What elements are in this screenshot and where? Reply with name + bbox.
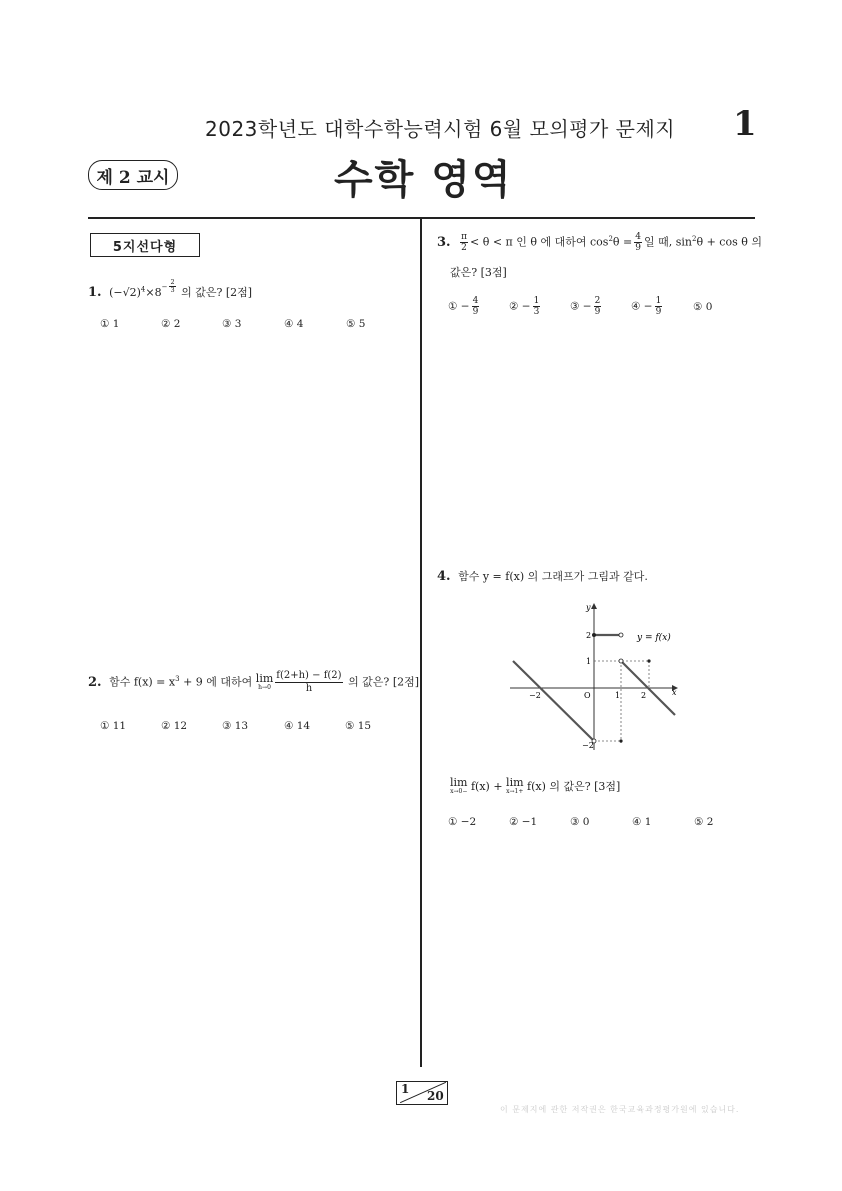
header-divider (88, 217, 755, 219)
tick-label: O (584, 691, 591, 700)
fraction (460, 232, 468, 253)
choice-5[interactable]: ⑤ 2 (694, 816, 714, 828)
page-total: 20 (427, 1089, 444, 1103)
choice-4[interactable] (631, 296, 693, 317)
choice-3[interactable] (570, 296, 631, 317)
choice-4[interactable]: ④ 4 (284, 318, 304, 330)
choices-q1 (100, 318, 365, 330)
lim-sub: h→0 (258, 683, 271, 691)
fraction-num: 4 (472, 296, 479, 306)
choice-3[interactable]: ③ 3 (222, 318, 242, 330)
exponent: 3 (175, 674, 180, 683)
choice-1[interactable]: ① 1 (100, 318, 120, 330)
fraction-den: 9 (472, 307, 479, 317)
fraction-den: 9 (635, 243, 641, 253)
choice-2[interactable]: ② 12 (161, 720, 188, 732)
fraction-den: 2 (461, 243, 467, 253)
fraction-num: 1 (533, 296, 540, 306)
question-2 (88, 670, 419, 695)
tick-label: 2 (641, 691, 647, 700)
choice-3[interactable]: ③ 13 (222, 720, 249, 732)
session-badge (88, 160, 178, 190)
question-4-limits (450, 778, 620, 796)
session-label: 제 2 교시 (96, 167, 170, 188)
choice-4[interactable]: ④ 1 (632, 816, 652, 828)
tick-label: −2 (529, 691, 541, 700)
question-number: 3. (437, 234, 451, 250)
choices-q2 (100, 720, 371, 732)
copyright-notice: 이 문제지에 관한 저작권은 한국교육과정평가원에 있습니다. (500, 1105, 740, 1114)
open-point (619, 659, 623, 663)
subject-title: 수학 영역 (334, 157, 513, 203)
fraction (634, 232, 642, 253)
filled-point (619, 739, 622, 742)
choices-q4 (448, 816, 713, 828)
choice-label: ④ − (631, 300, 653, 313)
lim-label: lim (506, 776, 524, 789)
column-divider (420, 217, 422, 1067)
choice-1[interactable] (448, 296, 509, 317)
fraction-num: 1 (655, 296, 662, 306)
fraction-num: π (461, 232, 467, 242)
expr: f(x) 의 값은? [3점] (527, 780, 621, 793)
question-4 (437, 568, 648, 584)
question-3-line2: 값은? [3점] (450, 266, 507, 279)
limit (450, 778, 467, 796)
choice-5[interactable]: ⑤ 5 (346, 318, 366, 330)
filled-point (592, 633, 596, 637)
exponent-fraction (161, 278, 178, 294)
choice-5[interactable]: ⑤ 15 (345, 720, 372, 732)
expr: 함수 f(x) = x (109, 675, 176, 689)
choice-3[interactable]: ③ 0 (570, 816, 590, 828)
choice-label: ③ − (570, 300, 592, 313)
expr: θ + cos θ 의 (696, 235, 762, 249)
fraction-den: 9 (655, 307, 662, 317)
question-text: 함수 y = f(x) 의 그래프가 그림과 같다. (458, 570, 648, 583)
question-suffix: 의 값은? [2점] (181, 286, 253, 300)
open-point (619, 633, 623, 637)
section-text: 5지선다형 (112, 239, 178, 255)
choice-2[interactable] (509, 296, 570, 317)
choice-1[interactable]: ① 11 (100, 720, 127, 732)
fraction-den: 9 (594, 307, 601, 317)
lim-sub: x→1+ (506, 788, 524, 795)
lim-sub: x→0− (450, 788, 468, 795)
choice-2[interactable]: ② 2 (161, 318, 181, 330)
expr: f(x) + (470, 780, 503, 793)
fraction-num: 4 (635, 232, 641, 242)
curve-label: y = f(x) (637, 633, 671, 643)
fraction (169, 279, 175, 294)
question-suffix: 의 값은? [2점] (348, 675, 420, 689)
tick-label: −2 (582, 741, 594, 750)
choice-5[interactable] (693, 301, 712, 313)
tick-label: 2 (586, 631, 592, 640)
choice-label: ② − (509, 300, 531, 313)
expr: θ = (612, 235, 633, 249)
choice-4[interactable]: ④ 14 (284, 720, 311, 732)
y-axis-label: y (586, 603, 591, 612)
fraction (533, 296, 541, 317)
question-3 (437, 232, 762, 253)
fraction-den: h (305, 683, 313, 694)
choices-q3 (448, 296, 712, 317)
fraction (655, 296, 663, 317)
lim-label: lim (450, 776, 468, 789)
fraction-den: 3 (533, 307, 540, 317)
question-number: 1. (88, 285, 102, 301)
x-axis-label: x (672, 688, 677, 697)
expr: < θ < π 인 θ 에 대하여 cos (470, 235, 609, 249)
fraction-num: 2 (170, 278, 175, 286)
question-number: 2. (88, 674, 102, 690)
question-number: 4. (437, 569, 451, 584)
minus: − (161, 282, 168, 291)
choice-2[interactable]: ② −1 (509, 816, 538, 828)
fraction-num: 2 (594, 296, 601, 306)
limit (255, 671, 274, 692)
fraction-den: 3 (170, 286, 175, 294)
exponent: 2 (608, 234, 613, 243)
fraction (472, 296, 480, 317)
expr: ×8 (145, 286, 162, 300)
expr: + 9 에 대하여 (179, 675, 253, 689)
question-1 (88, 278, 253, 301)
exponent: 4 (140, 285, 146, 294)
page-number-large: 1 (733, 104, 757, 144)
expr: 일 때, sin (644, 235, 692, 249)
exam-title: 2023학년도 대학수학능력시험 6월 모의평가 문제지 (205, 117, 676, 141)
expr: (−√2) (109, 286, 141, 300)
page-current: 1 (401, 1082, 410, 1096)
graph-segment-left (513, 661, 594, 741)
filled-point (647, 659, 650, 662)
fraction (594, 296, 602, 317)
exponent: 2 (692, 234, 697, 243)
fraction (275, 670, 342, 695)
tick-label: 1 (586, 657, 592, 666)
lim-label: lim (255, 671, 274, 685)
choice-1[interactable]: ① −2 (448, 816, 477, 828)
section-label (90, 233, 200, 257)
function-graph (505, 600, 685, 752)
tick-label: 1 (615, 691, 621, 700)
fraction-num: f(2+h) − f(2) (276, 670, 342, 681)
choice-label: ⑤ 0 (693, 300, 713, 313)
choice-label: ① − (448, 300, 470, 313)
limit (506, 778, 523, 796)
